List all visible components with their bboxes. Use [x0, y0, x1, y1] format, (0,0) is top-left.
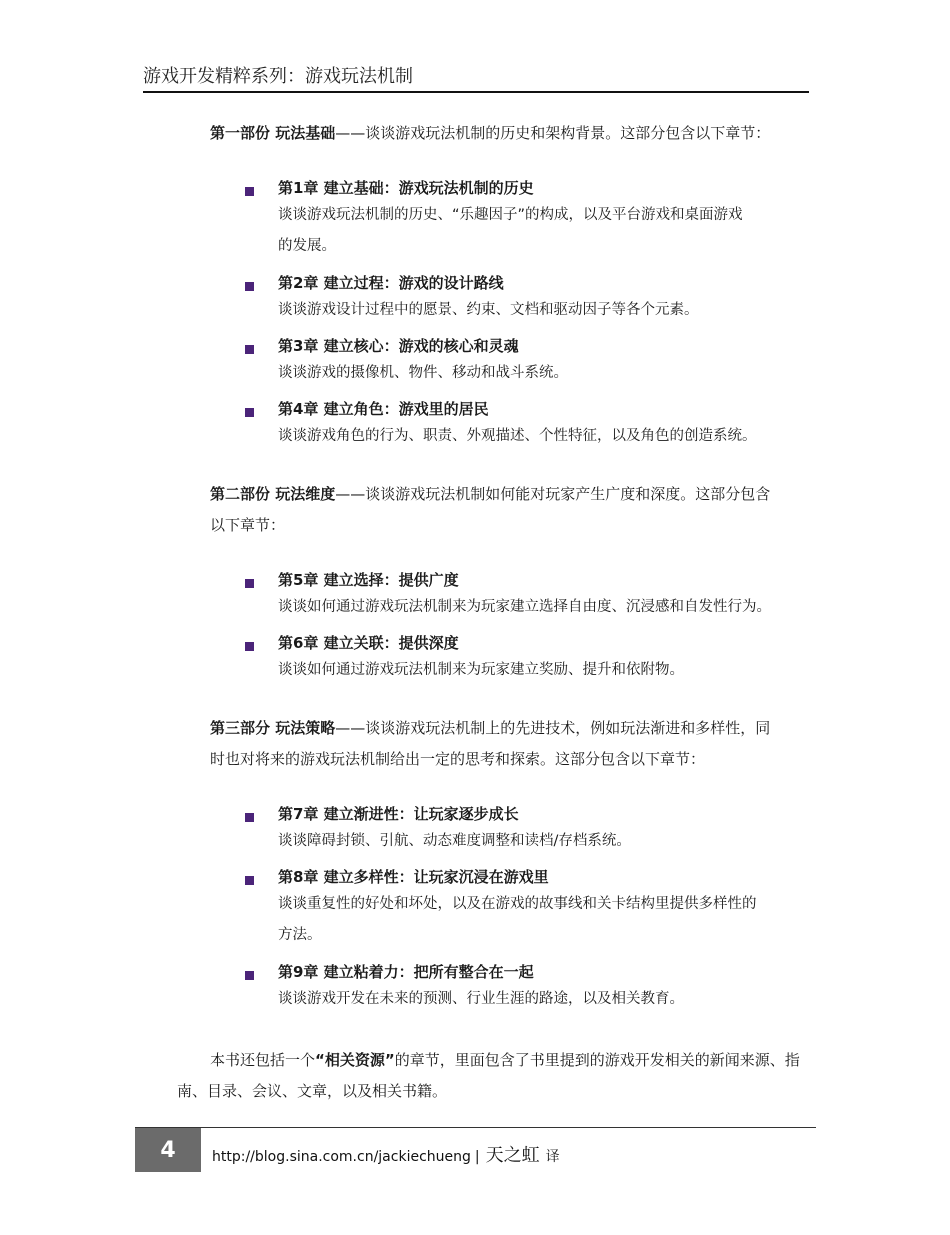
square-bullet-icon — [245, 971, 254, 980]
chapter-2-desc: 谈谈游戏设计过程中的愿景、约束、文档和驱动因子等各个元素。 — [278, 302, 699, 318]
chapter-8-desc-line1: 谈谈重复性的好处和坏处，以及在游戏的故事线和关卡结构里提供多样性的 — [278, 896, 757, 912]
chapter-8-desc-line2: 方法。 — [278, 927, 322, 943]
chapter-3-title: 第3章 建立核心：游戏的核心和灵魂 — [278, 337, 519, 355]
running-header-title: 游戏开发精粹系列：游戏玩法机制 — [143, 66, 413, 87]
part-3-text-line1: ——谈谈游戏玩法机制上的先进技术，例如玩法渐进和多样性，同 — [335, 719, 771, 737]
chapter-1-desc-line1: 谈谈游戏玩法机制的历史、“乐趣因子”的构成，以及平台游戏和桌面游戏 — [278, 207, 743, 223]
square-bullet-icon — [245, 642, 254, 651]
part-3-intro — [210, 713, 810, 775]
chapter-5-title: 第5章 建立选择：提供广度 — [278, 571, 459, 589]
part-3-text-line2: 时也对将来的游戏玩法机制给出一定的思考和探索。这部分包含以下章节： — [210, 750, 706, 768]
closing-paragraph — [177, 1045, 812, 1107]
chapter-3-desc: 谈谈游戏的摄像机、物件、移动和战斗系统。 — [278, 365, 568, 381]
square-bullet-icon — [245, 579, 254, 588]
chapter-5-desc: 谈谈如何通过游戏玩法机制来为玩家建立选择自由度、沉浸感和自发性行为。 — [278, 599, 771, 615]
chapter-1-desc — [278, 200, 808, 262]
part-1-text: ——谈谈游戏玩法机制的历史和架构背景。这部分包含以下章节： — [335, 124, 771, 142]
chapter-4-title: 第4章 建立角色：游戏里的居民 — [278, 400, 489, 418]
closing-before: 本书还包括一个 — [210, 1051, 316, 1069]
part-2-intro — [210, 479, 810, 541]
chapter-1-title: 第1章 建立基础：游戏玩法机制的历史 — [278, 179, 534, 197]
related-resources-term: “相关资源” — [315, 1051, 395, 1069]
part-2-title: 第二部份 玩法维度 — [210, 485, 336, 503]
translator-name: 天之虹 — [485, 1145, 540, 1166]
translated-label: 译 — [545, 1149, 560, 1165]
chapter-2-title: 第2章 建立过程：游戏的设计路线 — [278, 274, 504, 292]
part-1-intro — [210, 118, 810, 149]
chapter-9-title: 第9章 建立粘着力：把所有整合在一起 — [278, 963, 534, 981]
chapter-1-desc-line2: 的发展。 — [278, 238, 336, 254]
square-bullet-icon — [245, 345, 254, 354]
part-1-title: 第一部份 玩法基础 — [210, 124, 336, 142]
square-bullet-icon — [245, 813, 254, 822]
footer-url[interactable]: http://blog.sina.com.cn/jackiechueng — [212, 1149, 471, 1165]
chapter-7-title: 第7章 建立渐进性：让玩家逐步成长 — [278, 805, 519, 823]
square-bullet-icon — [245, 408, 254, 417]
square-bullet-icon — [245, 282, 254, 291]
footer-rule — [135, 1127, 816, 1128]
footer-separator: | — [474, 1149, 480, 1165]
chapter-6-title: 第6章 建立关联：提供深度 — [278, 634, 459, 652]
chapter-8-title: 第8章 建立多样性：让玩家沉浸在游戏里 — [278, 868, 549, 886]
part-2-text-line2: 以下章节： — [210, 516, 286, 534]
page-number: 4 — [160, 1137, 176, 1163]
chapter-9-desc: 谈谈游戏开发在未来的预测、行业生涯的路途，以及相关教育。 — [278, 991, 684, 1007]
closing-after: 的章节，里面包含了书里提到的游戏开发相关的新闻来源、指南、目录、会议、文章，以及相关书籍。 — [177, 1051, 800, 1100]
square-bullet-icon — [245, 876, 254, 885]
chapter-7-desc: 谈谈障碍封锁、引航、动态难度调整和读档/存档系统。 — [278, 833, 631, 849]
chapter-6-desc: 谈谈如何通过游戏玩法机制来为玩家建立奖励、提升和依附物。 — [278, 662, 684, 678]
header-rule — [143, 91, 809, 93]
part-2-text-line1: ——谈谈游戏玩法机制如何能对玩家产生广度和深度。这部分包含 — [335, 485, 771, 503]
square-bullet-icon — [245, 187, 254, 196]
page-number-box — [135, 1128, 201, 1172]
chapter-8-desc — [278, 889, 808, 951]
part-3-title: 第三部分 玩法策略 — [210, 719, 336, 737]
chapter-4-desc: 谈谈游戏角色的行为、职责、外观描述、个性特征，以及角色的创造系统。 — [278, 428, 757, 444]
footer-credit — [212, 1141, 560, 1167]
